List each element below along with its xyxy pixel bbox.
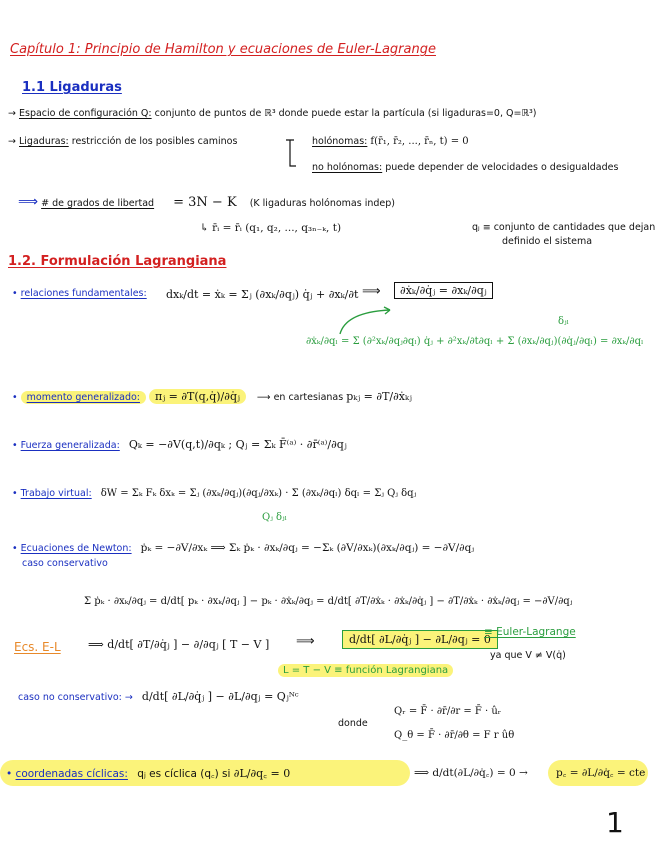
lagrangian-def: L = T − V ≡ función Lagrangiana <box>278 664 453 677</box>
double-arrow-icon: ⟹ <box>18 194 39 210</box>
double-arrow-icon: ⟹ <box>362 284 381 299</box>
trabajo-line: • Trabajo virtual: δW = Σₖ Fₖ δxₖ = Σⱼ (∂xₖ/∂qⱼ)(∂qⱼ/∂xₖ) · Σ (∂xₖ/∂qₗ) δqₗ = Σⱼ Qⱼ δqⱼ <box>12 488 417 499</box>
arrow-right-icon: → <box>124 692 133 703</box>
section-1-1-title: 1.1 Ligaduras <box>22 80 122 95</box>
newton-sub: caso conservativo <box>22 558 108 569</box>
sum-eq: Σ ṗₖ · ∂xₖ/∂qⱼ = d/dt[ pₖ · ∂xₖ/∂qⱼ ] − pₖ · ∂ẋₖ/∂qⱼ = d/dt[ ∂T/∂ẋₖ · ∂ẋₖ/∂q̇ⱼ ] − ∂T/∂ẋₖ · ∂ẋₖ/∂qⱼ = −∂V/∂qⱼ <box>84 596 573 607</box>
arrow-right-icon: → <box>8 136 16 147</box>
rel-fund-box: ∂ẋₖ/∂q̇ⱼ = ∂xₖ/∂qⱼ <box>394 282 493 299</box>
coord-eq: ↳ r̄ᵢ = r̄ᵢ (q₁, q₂, ..., q₃ₙ₋ₖ, t) <box>200 222 342 234</box>
config-space-line <box>8 108 537 119</box>
ligaduras-label: Ligaduras: <box>19 136 69 147</box>
fuerza-line: • Fuerza generalizada: Qₖ = −∂V(q,t)/∂qₖ ; Qⱼ = Σₖ F̄⁽ᵃ⁾ · ∂r̄⁽ᵃ⁾/∂qⱼ <box>12 438 347 451</box>
trabajo-under: Qⱼ δⱼₗ <box>262 512 288 523</box>
rel-fund-line: • relaciones fundamentales: <box>12 288 147 299</box>
qr-eq: Qᵣ = F̄ · ∂r̄/∂r = F̄ · ûᵣ <box>394 706 502 717</box>
arrow-right-icon: ⟶ <box>256 392 271 403</box>
bullet-icon: • <box>12 440 18 451</box>
donde-label: donde <box>338 718 368 729</box>
dof-line: ⟹ # de grados de libertad = 3N − K (K ligaduras holónomas indep) <box>18 194 395 210</box>
double-arrow-icon: ⟹ <box>296 634 315 649</box>
bullet-icon: • <box>12 392 18 403</box>
chapter-title: Capítulo 1: Principio de Hamilton y ecuaciones de Euler-Lagrange <box>10 42 436 57</box>
bracket-icon <box>284 136 298 170</box>
config-space-label: Espacio de configuración Q: <box>19 108 152 119</box>
el-name: ≡ Euler-Lagrange <box>484 626 576 638</box>
newton-line: • Ecuaciones de Newton: ṗₖ = −∂V/∂xₖ ⟹ Σₖ ṗₖ · ∂xₖ/∂qⱼ = −Σₖ (∂V/∂xₖ)(∂xₖ/∂qⱼ) = −∂V/∂qⱼ <box>12 542 475 554</box>
ligaduras-text: restricción de los posibles caminos <box>71 136 238 147</box>
el-box: d/dt[ ∂L/∂q̇ⱼ ] − ∂L/∂qⱼ = 0 <box>342 630 498 649</box>
delta-jl-label: δⱼₗ <box>558 316 570 327</box>
cyclic-result: p꜀ = ∂L/∂q̇꜀ = cte <box>556 767 646 779</box>
rel-fund-eq: dxₖ/dt = ẋₖ = Σⱼ (∂xₖ/∂qⱼ) q̇ⱼ + ∂xₖ/∂t <box>166 288 359 301</box>
holonomas-line: holónomas: f(r̄₁, r̄₂, ..., r̄ₙ, t) = 0 <box>312 136 469 147</box>
el-cond: ya que V ≠ V(q̇) <box>490 650 566 661</box>
el-label: Ecs. E-L <box>14 640 61 654</box>
momento-line: • momento generalizado: πⱼ = ∂T(q,q̇)/∂q̇ⱼ ⟶ en cartesianas pₖⱼ = ∂T/∂ẋₖⱼ <box>12 390 412 403</box>
section-1-2-title: 1.2. Formulación Lagrangiana <box>8 254 227 269</box>
cyclic-line: • coordenadas cíclicas: qⱼ es cíclica (q꜀) si ∂L/∂q꜀ = 0 <box>6 767 291 780</box>
bullet-icon: • <box>12 488 18 499</box>
rel-green-eq: ∂ẋₖ/∂qₗ = Σ (∂²xₖ/∂qⱼ∂qₗ) q̇ⱼ + ∂²xₖ/∂t∂qₗ + Σ (∂xₖ/∂qⱼ)(∂q̇ⱼ/∂qₗ) = ∂xₖ/∂qₗ <box>306 336 644 347</box>
config-space-text: conjunto de puntos de ℝ³ donde puede estar la partícula (si ligaduras=0, Q=ℝ³) <box>154 108 537 119</box>
bullet-icon: • <box>6 768 13 780</box>
cyclic-impl: ⟹ d/dt(∂L/∂q̇꜀) = 0 → <box>414 767 528 779</box>
qj-definition-2: definido el sistema <box>502 236 593 247</box>
green-arrow-icon <box>336 304 396 338</box>
el-eq: ⟹ d/dt[ ∂T/∂q̇ⱼ ] − ∂/∂qⱼ [ T − V ] <box>88 638 270 651</box>
arrow-right-icon: ⟹ <box>88 638 108 651</box>
no-holonomas-line: no holónomas: puede depender de velocidades o desigualdades <box>312 162 619 173</box>
arrow-right-icon: → <box>8 108 16 119</box>
bullet-icon: • <box>12 543 18 554</box>
ligaduras-line <box>8 136 237 147</box>
page-number: 1 <box>606 806 624 839</box>
bullet-icon: • <box>12 288 18 299</box>
no-conservativo-line: caso no conservativo: → d/dt[ ∂L/∂q̇ⱼ ] − ∂L/∂qⱼ = Qⱼᴺᶜ <box>18 690 299 703</box>
qj-definition: qⱼ ≡ conjunto de cantidades que dejan <box>472 222 656 233</box>
qth-eq: Q_θ = F̄ · ∂r̄/∂θ = F r ûθ <box>394 730 515 741</box>
